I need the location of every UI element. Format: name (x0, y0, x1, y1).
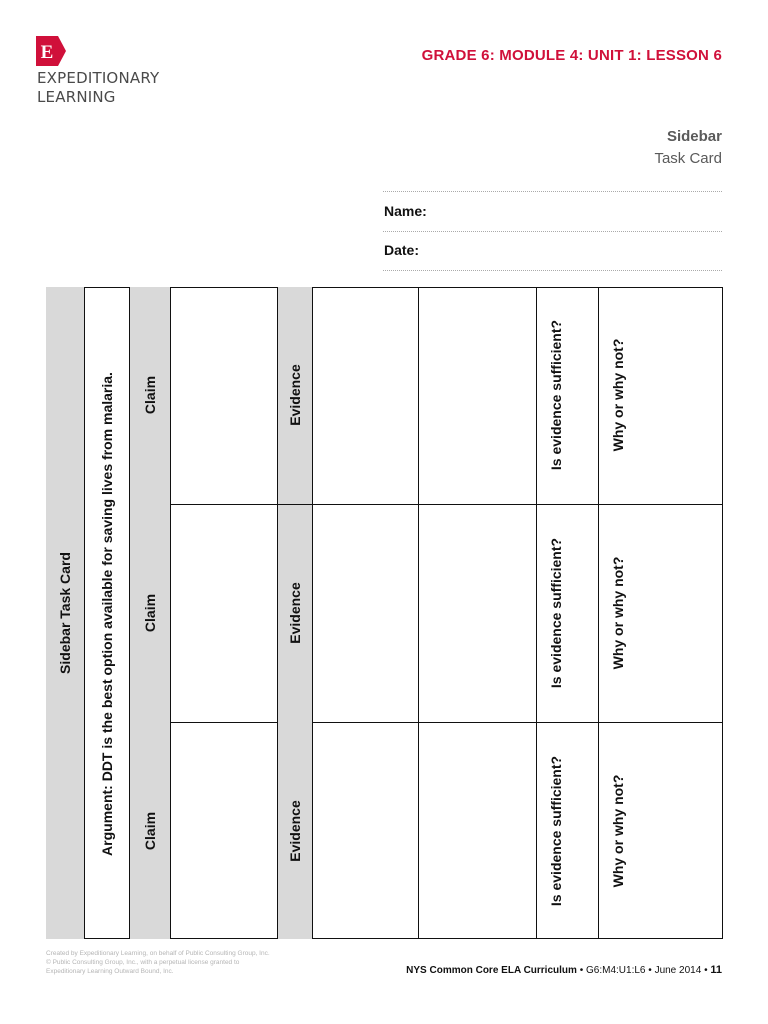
footer-separator: • (579, 965, 584, 976)
row-divider (312, 722, 723, 723)
evidence-label: Evidence (287, 582, 303, 644)
footer-code: G6:M4:U1:L6 (586, 965, 646, 976)
footer-credit-line: Expeditionary Learning Outward Bound, Inc. (46, 968, 174, 975)
logo-line-1: EXPEDITIONARY (37, 69, 160, 87)
argument-text: Argument: DDT is the best option available for saving lives from malaria. (99, 372, 115, 856)
lesson-title: GRADE 6: MODULE 4: UNIT 1: LESSON 6 (421, 47, 722, 64)
el-logo-icon (36, 36, 66, 66)
footer-date: June 2014 (654, 965, 702, 976)
logo-line-2: LEARNING (37, 88, 116, 106)
row-divider (170, 504, 723, 505)
footer-curriculum: NYS Common Core ELA Curriculum (406, 965, 577, 976)
evidence-label: Evidence (287, 800, 303, 862)
footer-credit-line: © Public Consulting Group, Inc., with a perpetual license granted to (46, 959, 240, 966)
page-number: 11 (710, 964, 722, 976)
why-label: Why or why not? (610, 556, 626, 670)
task-card-table (46, 287, 723, 939)
footer-separator: • (704, 965, 708, 976)
sufficient-label: Is evidence sufficient? (548, 537, 564, 689)
document-title: Sidebar (666, 128, 722, 145)
sufficient-label: Is evidence sufficient? (548, 755, 564, 907)
svg-text:E: E (40, 42, 54, 63)
document-subtitle: Task Card (654, 150, 722, 167)
table-title: Sidebar Task Card (57, 552, 73, 674)
argument-cell (84, 287, 130, 939)
divider (383, 191, 722, 192)
why-label: Why or why not? (610, 774, 626, 888)
name-line[interactable] (383, 231, 722, 232)
footer-credits (46, 949, 270, 976)
row-divider (170, 722, 278, 723)
footer-separator: • (648, 965, 652, 976)
sufficient-column[interactable] (536, 287, 599, 939)
date-label: Date: (384, 242, 420, 258)
why-label: Why or why not? (610, 338, 626, 452)
evidence-label: Evidence (287, 364, 303, 426)
claim-label: Claim (142, 811, 158, 851)
sufficient-label: Is evidence sufficient? (548, 319, 564, 471)
claim-label: Claim (142, 375, 158, 415)
name-label: Name: (384, 203, 427, 219)
claim-answer-column[interactable] (170, 287, 278, 939)
footer-credit-line: Created by Expeditionary Learning, on behalf of Public Consulting Group, Inc. (46, 950, 270, 957)
table-title-cell (46, 287, 84, 939)
evidence-answer-column-2[interactable] (418, 287, 537, 939)
claim-label: Claim (142, 593, 158, 633)
date-line[interactable] (383, 270, 722, 271)
evidence-answer-column-1[interactable] (312, 287, 419, 939)
logo-text (37, 69, 159, 107)
footer-info (406, 964, 722, 976)
